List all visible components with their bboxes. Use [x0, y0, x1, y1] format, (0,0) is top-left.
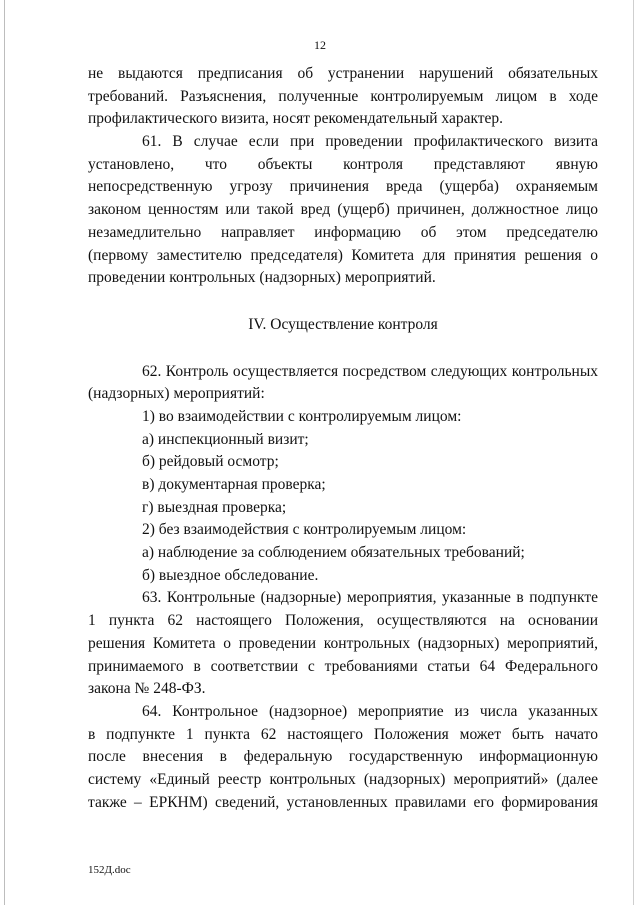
text-line: не выдаются предписания об устранении нарушений обязательных [88, 65, 598, 82]
list-item: б) выездное обследование. [142, 566, 319, 584]
page-number: 12 [314, 38, 326, 52]
text-line: профилактического визита, носят рекомендательный характер. [88, 110, 504, 128]
text-line: установлено, что объекты контроля представляют явную [88, 155, 598, 173]
text-line: требований. Разъяснения, полученные контролируемым лицом в ходе [88, 87, 598, 105]
list-item: б) рейдовый осмотр; [142, 453, 279, 471]
file-name-footer: 152Д.doc [88, 864, 131, 876]
text-line: непосредственную угрозу причинения вреда (ущерба) охраняемым [88, 178, 598, 196]
list-item: а) инспекционный визит; [142, 430, 309, 448]
list-item: в) документарная проверка; [142, 476, 326, 493]
paragraph-64-first-line: 64. Контрольное (надзорное) мероприятие из числа указанных [142, 702, 598, 720]
text-line: незамедлительно направляет информацию об этом председателю [88, 223, 598, 241]
document-body [88, 63, 598, 814]
text-line: систему «Единый реестр контрольных (надзорных) мероприятий» (далее [88, 770, 598, 788]
text-line: проведении контрольных (надзорных) мероприятий. [88, 269, 436, 287]
list-item: а) наблюдение за соблюдением обязательных требований; [142, 544, 525, 562]
list-item: 2) без взаимодействия с контролируемым лицом: [142, 521, 467, 539]
text-line: (надзорных) мероприятий: [88, 385, 265, 403]
list-item: 1) во взаимодействии с контролируемым лицом: [142, 407, 462, 425]
text-line: решения Комитета о проведении контрольных (надзорных) мероприятий, [88, 634, 598, 652]
scan-edge-right [633, 0, 634, 905]
paragraph-63-first-line: 63. Контрольные (надзорные) мероприятия, указанные в подпункте [142, 589, 598, 607]
section-heading: IV. Осуществление контроля [248, 315, 438, 333]
text-line: 1 пункта 62 настоящего Положения, осуществляются на основании [88, 612, 598, 630]
scan-edge-left [4, 0, 5, 905]
text-line: законом ценностям или такой вред (ущерб) причинен, должностное лицо [88, 201, 598, 219]
text-line: (первому заместителю председателя) Комитета для принятия решения о [88, 246, 598, 264]
text-line: также – ЕРКНМ) сведений, установленных правилами его формирования [88, 793, 598, 811]
paragraph-61-first-line: 61. В случае если при проведении профилактического визита [142, 133, 598, 151]
text-line: в подпункте 1 пункта 62 настоящего Положения может быть начато [88, 725, 598, 743]
paragraph-62-first-line: 62. Контроль осуществляется посредством следующих контрольных [142, 362, 598, 380]
text-line: принимаемого в соответствии с требованиями статьи 64 Федерального [88, 657, 598, 675]
list-item: г) выездная проверка; [142, 498, 287, 516]
text-line: после внесения в федеральную государственную информационную [88, 748, 598, 766]
text-line: закона № 248-ФЗ. [88, 680, 206, 698]
